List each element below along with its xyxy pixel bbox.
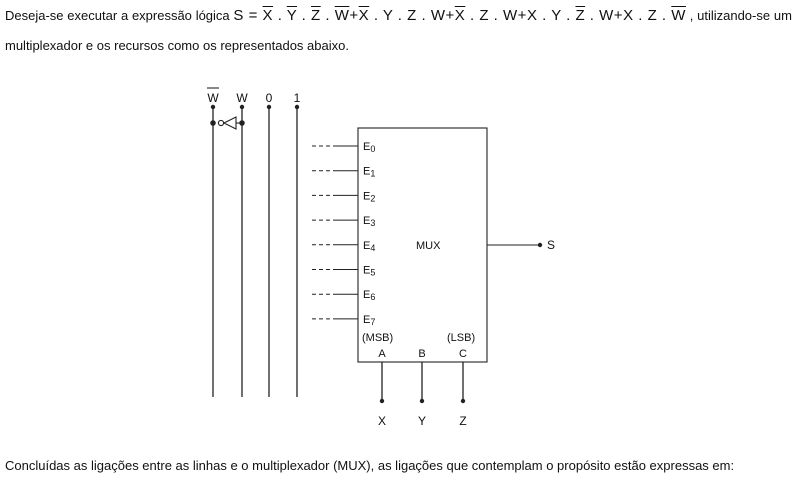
- expression-literal-negated: $\overline{Y}$: [286, 7, 298, 24]
- inverter-triangle: [224, 117, 236, 129]
- expression-literal: W: [599, 7, 614, 24]
- select-label-b: B: [418, 348, 426, 360]
- expression-dot: .: [297, 7, 312, 24]
- expression-dot: .: [369, 7, 383, 24]
- select-lines: [382, 362, 463, 401]
- expression-plus: +: [517, 7, 527, 24]
- intro-word: expressão: [131, 8, 192, 23]
- expression-literal-negated: $\overline{W}$: [334, 7, 350, 24]
- expression-dot: .: [393, 7, 408, 24]
- conclusion-text: Concluídas as ligações entre as linhas e o multiplexador (MUX), as ligações que contemplam o propósito estão expressas em:: [5, 458, 735, 473]
- signal-label-w: W: [236, 91, 248, 105]
- mux-input-label: E1: [363, 165, 376, 179]
- expression-prefix: S =: [233, 7, 263, 24]
- intro-word: a: [120, 8, 129, 23]
- select-var-x: X: [377, 414, 387, 428]
- expression-dot: .: [488, 7, 503, 24]
- expression-dot: .: [633, 7, 648, 24]
- mux-input-label: E3: [363, 215, 376, 229]
- inverter-gate: [211, 117, 244, 129]
- select-var-z: Z: [459, 414, 467, 428]
- expression-plus: +: [349, 7, 359, 24]
- select-label-c: C: [459, 348, 467, 360]
- inverter-dot-in: [240, 121, 244, 125]
- msb-label: (MSB): [362, 332, 394, 344]
- expression-literal-negated: $\overline{X}$: [358, 7, 370, 24]
- expression-literal-negated: $\overline{X}$: [262, 7, 274, 24]
- expression-dot: .: [465, 7, 480, 24]
- expression-literal: Y: [551, 7, 562, 24]
- expression-literal-negated: $\overline{X}$: [454, 7, 466, 24]
- expression-literal: W: [503, 7, 518, 24]
- mux-input-label: E6: [363, 289, 376, 303]
- select-line-dots: [380, 399, 465, 403]
- intro-word: Deseja-se: [5, 8, 64, 23]
- expression-dot: .: [416, 7, 431, 24]
- expression-dot: .: [657, 7, 672, 24]
- intro-word: um: [773, 8, 792, 23]
- intro-word: lógica: [195, 8, 230, 23]
- expression-literal: X: [623, 7, 634, 24]
- expression-plus: +: [613, 7, 624, 24]
- signal-label-w-bar: W: [207, 91, 219, 105]
- expression-dot: .: [537, 7, 552, 24]
- intro-word: utilizando-se: [697, 8, 771, 23]
- mux-input-label: E0: [363, 141, 376, 154]
- lsb-label: (LSB): [447, 332, 476, 344]
- signal-label-one: 1: [293, 91, 301, 105]
- select-label-a: A: [378, 348, 386, 360]
- signal-lines: [213, 107, 297, 397]
- mux-input-label: E4: [363, 239, 376, 253]
- mux-input-label: E2: [363, 190, 376, 204]
- expression-literal-negated: $\overline{W}$: [671, 7, 686, 24]
- expression-literal: Y: [382, 7, 394, 24]
- signal-label-zero: 0: [265, 91, 273, 105]
- select-var-y: Y: [417, 414, 427, 428]
- expression-dot: .: [273, 7, 287, 24]
- expression-literal: Z: [479, 7, 489, 24]
- intro-word: executar: [67, 8, 118, 23]
- mux-input-label: E7: [363, 313, 376, 327]
- expression-dot: .: [561, 7, 576, 24]
- expression-literal: Z: [647, 7, 658, 24]
- expression-literal: W: [430, 7, 446, 24]
- expression-literal: X: [526, 7, 538, 24]
- intro-word: ,: [689, 8, 694, 23]
- inverter-dot-out: [211, 121, 215, 125]
- output-label: S: [547, 238, 556, 252]
- expression-dot: .: [585, 7, 600, 24]
- output-dot: [538, 243, 542, 247]
- expression-plus: +: [445, 7, 455, 24]
- expression-literal-negated: $\overline{Z}$: [575, 7, 586, 24]
- expression-literal-negated: $\overline{Z}$: [311, 7, 321, 24]
- expression-dot: .: [320, 7, 335, 24]
- expression-literal: Z: [407, 7, 417, 24]
- mux-label: MUX: [416, 240, 441, 252]
- intro-line-2: multiplexador e os recursos como os representados abaixo.: [5, 38, 349, 53]
- line-top-dots: [211, 105, 299, 109]
- mux-input-label: E5: [363, 264, 376, 278]
